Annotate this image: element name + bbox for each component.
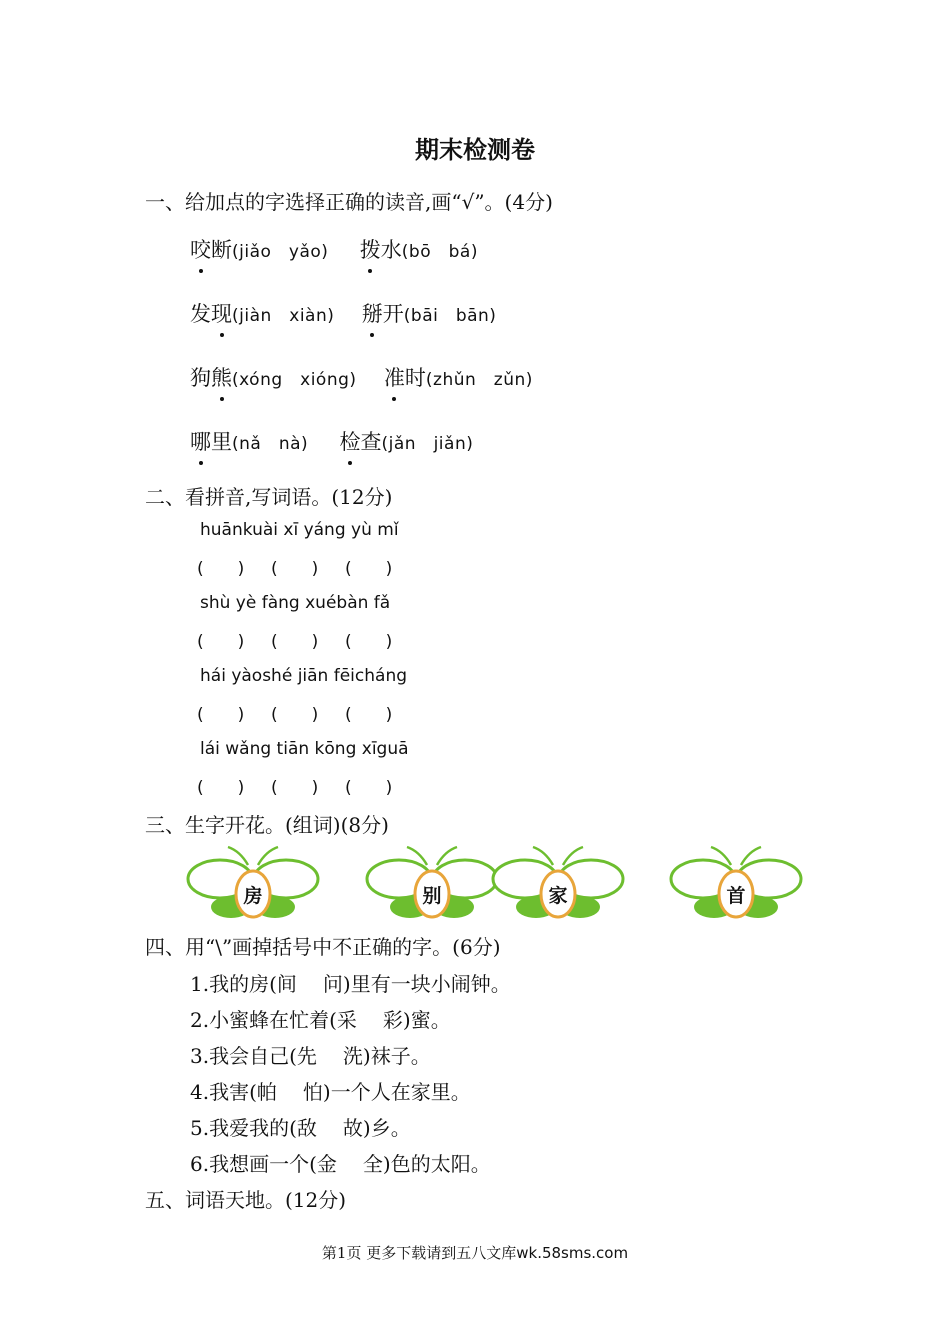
answer-blank: ( ) (197, 632, 245, 652)
sentence-part: )蜜。 (402, 1008, 451, 1032)
option-char: 问 (322, 972, 343, 996)
q4-sentence (190, 1004, 451, 1033)
butterfly-figure (186, 843, 320, 923)
word-char: 水 (380, 238, 402, 262)
section-5-heading: 五、词语天地。(12分) (145, 1188, 347, 1212)
sentence-part: 3.我会自己( (190, 1044, 297, 1068)
footer-site-link[interactable]: wk.58sms.com (516, 1244, 629, 1262)
q4-sentence (190, 1148, 491, 1177)
option-char: 先 (296, 1044, 317, 1068)
q4-sentence (190, 1040, 431, 1069)
answer-blank: ( ) (197, 705, 245, 725)
word-char: 开 (382, 302, 404, 326)
option-char: 金 (316, 1152, 337, 1176)
dotted-char: 拨 (360, 234, 381, 264)
dotted-char: 熊 (211, 362, 232, 392)
section-4-heading: 四、用“\”画掉括号中不正确的字。(6分) (145, 935, 501, 959)
option-char: 洗 (342, 1044, 363, 1068)
sentence-part: 6.我想画一个( (190, 1152, 317, 1176)
section-2-heading: 二、看拼音,写词语。(12分) (145, 485, 393, 509)
answer-blank: ( ) (271, 559, 319, 579)
dotted-char: 哪 (190, 426, 211, 456)
pinyin-line: lái wǎng tiān kōng xīguā (200, 739, 409, 759)
answer-blanks (197, 700, 419, 725)
answer-blank: ( ) (345, 559, 393, 579)
pinyin-options: (zhǔn zǔn) (425, 370, 533, 390)
word-char: 里 (211, 430, 232, 454)
answer-blank: ( ) (345, 632, 393, 652)
sentence-part: 5.我爱我的( (190, 1116, 297, 1140)
pinyin-options: (xóng xióng) (232, 370, 357, 390)
pinyin-line: hái yàoshé jiān fēicháng (200, 666, 408, 686)
q1-row (190, 426, 473, 456)
sentence-part: )里有一块小闹钟。 (342, 972, 511, 996)
sentence-part: )乡。 (362, 1116, 411, 1140)
sentence-part: )一个人在家里。 (322, 1080, 471, 1104)
option-char: 怕 (302, 1080, 323, 1104)
word-char: 发 (190, 302, 211, 326)
dotted-char: 现 (211, 298, 232, 328)
pinyin-options: (bāi bān) (403, 306, 497, 326)
page-footer (0, 1242, 950, 1263)
sentence-part: 1.我的房( (190, 972, 277, 996)
page-title: 期末检测卷 (415, 135, 535, 164)
butterfly-char: 别 (422, 885, 442, 907)
word-char: 狗 (190, 366, 211, 390)
option-char: 故 (342, 1116, 363, 1140)
answer-blanks (197, 773, 419, 798)
q1-row (190, 362, 533, 392)
sentence-part: 2.小蜜蜂在忙着( (190, 1008, 337, 1032)
answer-blank: ( ) (271, 778, 319, 798)
option-char: 全 (362, 1152, 383, 1176)
footer-text: 第1页 更多下载请到五八文库 (321, 1244, 517, 1262)
butterfly-figure (669, 843, 803, 923)
answer-blank: ( ) (345, 705, 393, 725)
word-char: 断 (211, 238, 232, 262)
pinyin-options: (jiàn xiàn) (232, 306, 335, 326)
sentence-part: )袜子。 (362, 1044, 431, 1068)
butterfly-char: 房 (243, 885, 263, 907)
answer-blanks (197, 627, 419, 652)
dotted-char: 掰 (362, 298, 383, 328)
butterfly-char: 家 (548, 885, 568, 907)
answer-blanks (197, 554, 419, 579)
sentence-part: )色的太阳。 (382, 1152, 491, 1176)
pinyin-line: huānkuài xī yáng yù mǐ (200, 520, 399, 540)
butterfly-char: 首 (726, 885, 746, 907)
pinyin-line: shù yè fàng xuébàn fǎ (200, 593, 391, 613)
option-char: 彩 (382, 1008, 403, 1032)
pinyin-options: (jiǎo yǎo) (232, 242, 329, 262)
butterfly-figure (491, 843, 625, 923)
sentence-part: 4.我害( (190, 1080, 257, 1104)
section-1-heading: 一、给加点的字选择正确的读音,画“√”。(4分) (145, 190, 553, 214)
option-char: 间 (276, 972, 297, 996)
section-3-heading: 三、生字开花。(组词)(8分) (145, 813, 389, 837)
answer-blank: ( ) (197, 778, 245, 798)
option-char: 采 (336, 1008, 357, 1032)
q4-sentence (190, 968, 511, 997)
option-char: 帕 (256, 1080, 277, 1104)
butterfly-figure (365, 843, 499, 923)
pinyin-options: (nǎ nà) (232, 434, 309, 454)
q4-sentence (190, 1112, 411, 1141)
answer-blank: ( ) (197, 559, 245, 579)
q4-sentence (190, 1076, 471, 1105)
answer-blank: ( ) (271, 705, 319, 725)
word-char: 时 (404, 366, 426, 390)
answer-blank: ( ) (345, 778, 393, 798)
q1-row (190, 234, 478, 264)
q1-row (190, 298, 496, 328)
dotted-char: 准 (384, 362, 405, 392)
option-char: 敌 (296, 1116, 317, 1140)
answer-blank: ( ) (271, 632, 319, 652)
pinyin-options: (bō bá) (401, 242, 478, 262)
dotted-char: 检 (340, 426, 361, 456)
word-char: 查 (360, 430, 382, 454)
pinyin-options: (jǎn jiǎn) (381, 434, 474, 454)
dotted-char: 咬 (190, 234, 211, 264)
